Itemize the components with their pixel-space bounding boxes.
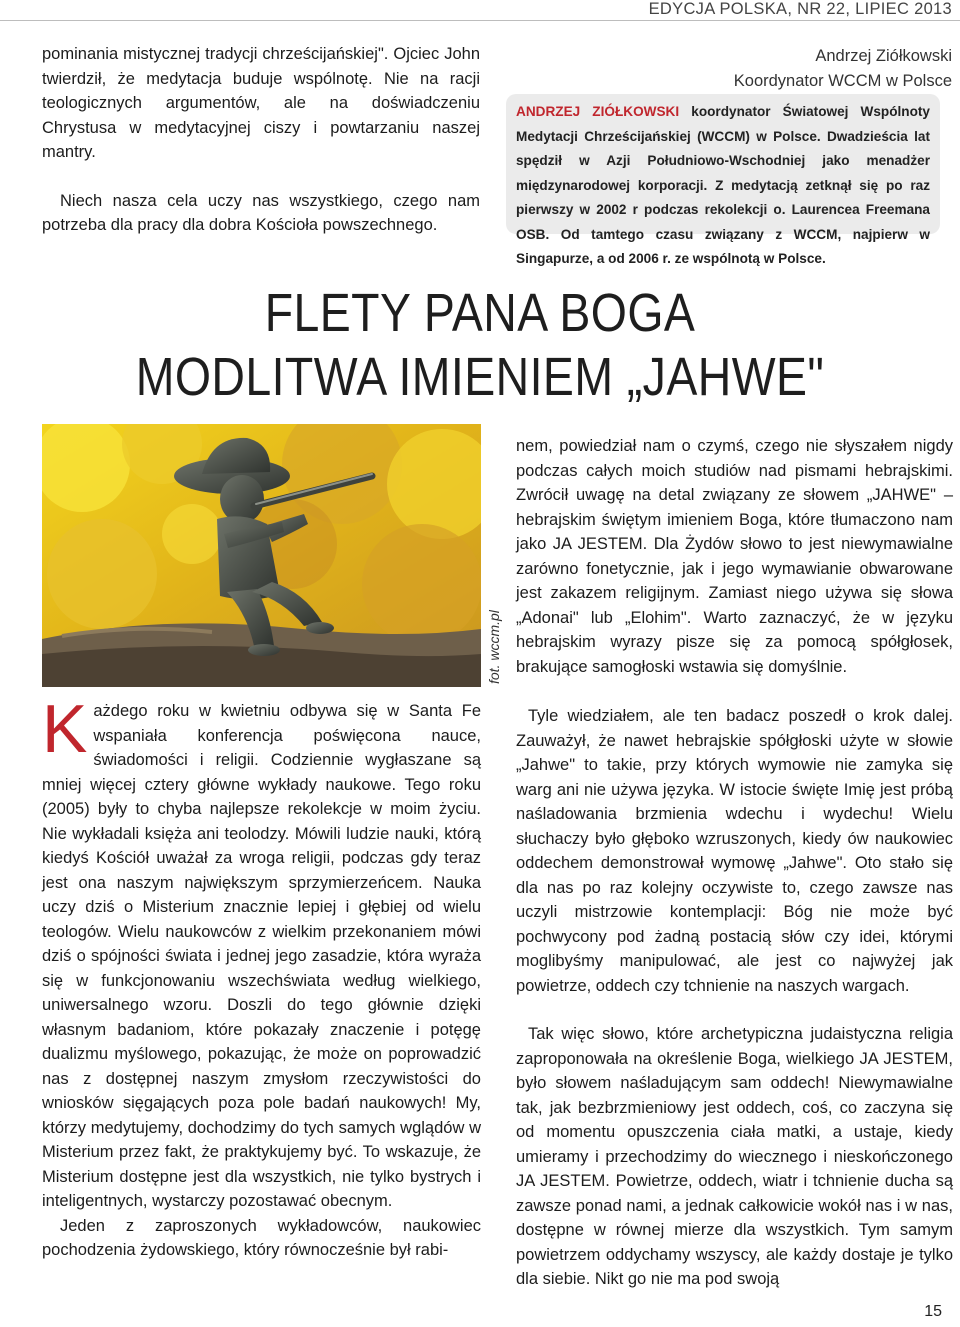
article-title: FLETY PANA BOGA [264,283,696,343]
edition-header: EDYCJA POLSKA, NR 22, LIPIEC 2013 [648,0,952,18]
bio-text: koordynator Światowej Wspólnoty Medytacji Chrześcijańskiej (WCCM) w Polsce. Dwadzieścia lat spędził w Azji Południowo-Wschodniej jako menadżer międzynarodowej korporacji. Z medytacją zetknął się po raz pierwszy w 2002 r podczas rekolekcji o. Laurencea Freemana OSB. Od tamtego czasu związany z WCCM, najpierw w Singapurze, a od 2006 r. ze wspólnotą w Polsce. [516,104,930,266]
top-left-paragraph-1: pominania mistycznej tradycji chrześcijańskiej". Ojciec John twierdził, że medytacja buduje wspólnotę. Nie na racji teologicznych argumentów, ale na doświadczeniu Chrystusa w medytacyjnej ciszy i powtarzaniu naszej mantry. [42,45,480,161]
bio-author-name: ANDRZEJ ZIÓŁKOWSKI [516,104,680,119]
photo-credit: fot. wccm.pl [486,610,502,684]
author-name: Andrzej Ziółkowski [815,47,952,65]
left-column-text [42,691,481,1263]
statue-photo [42,424,481,687]
left-paragraph-2: Jeden z zaproszonych wykładowców, naukowiec pochodzenia żydowskiego, który równocześnie był rabi- [42,1216,481,1259]
right-paragraph-3: Tak więc słowo, które archetypiczna judaistyczna religia zaproponowała na określenie Boga, wielkiego JA JESTEM, było słowem naśladującym sam oddech! Niewymawialne tak, jak bezbrzmieniowy jest oddech, coś, co zaczyna się od momentu opuszczenia ciała matki, a ustaje, kiedy umieramy i przechodzimy do wiecznego i nieskończonego JA JESTEM. Powietrze, oddech, wiatr i tchnienie ducha są zawsze ponad nami, a jednak całkowicie wokół nas i w nas, dostępne w równej mierze dla wszystkich. Tym samym powietrzem oddychamy wszyscy, ale każdy dostaje je tylko dla siebie. Nikt go nie ma pod swoją [516,1025,953,1288]
flute-player-statue-illustration [42,424,481,687]
drop-cap: K [42,691,88,767]
left-paragraph-1: ażdego roku w kwietniu odbywa się w Santa Fe wspaniała konferencja poświęcona nauce, świadomości i religii. Codziennie wygłaszane są mniej więcej cztery główne wykłady naukowe. Tego roku (2005) były to chyba najlepsze rekolekcje w moim życiu. Nie wykładali księża ani teolodzy. Mówili ludzie nauki, którą kiedyś Kościół uważał za wroga religii, podczas gdy teraz jest ona naszym największym sprzymierzeńcem. Nauka uczy dziś o Misterium znacznie lepiej i głębiej od wielu teologów. Wielu naukowców z wielkim przekonaniem mówi dziś o spójności świata i jednej jego zasadzie, która wyraża się w funkcjonowaniu wszechświata według wielkiego, uniwersalnego wzoru. Doszli do tego głównie dzięki własnym badaniom, które pokazały znaczenie i potęgę dualizmu myślowego, pokazując, że może on poprowadzić nas z dostępnej naszym zmysłom rzeczywistości do wniosków sięgających poza pole badań naukowych! My, którzy medytujemy, dochodzimy do tych samych wglądów w Misterium przez fakt, że praktykujemy być. To wskazuje, że Misterium dostępne jest dla wszystkich, nie tylko bystrych i inteligentnych, wystarczy pozostawać obecnym. [42,702,481,1210]
header-divider [0,20,960,21]
page-number: 15 [924,1303,942,1320]
author-signature [734,44,952,93]
right-paragraph-1: nem, powiedział nam o czymś, czego nie słyszałem nigdy podczas całych moich studiów nad pismami hebrajskimi. Zwrócił uwagę na detal związany ze słowem „JAHWE" – hebrajskim świętym imieniem Boga, które tłumaczono nam jako JA JESTEM. Dla Żydów słowo to jest niewymawialne zarówno fonetycznie, jak i jego wymawianie obwarowane jest zakazem religijnym. Zamiast niego używa się słowa „Adonai" lub „Elohim". Warto zaznaczyć, że w języku hebrajskim wyrazy pisze się za pomocą spółgłosek, brakujące samogłoski wstawia się domyślnie. [516,437,953,676]
author-bio-box [506,94,940,266]
author-role: Koordynator WCCM w Polsce [733,71,952,90]
right-column-text [516,434,953,1292]
article-subtitle: MODLITWA IMIENIEM „JAHWE" [135,347,825,407]
right-paragraph-2: Tyle wiedziałem, ale ten badacz poszedł o krok dalej. Zauważył, że nawet hebrajskie spółgłoski użyte w słowie „Jahwe" to takie, przy których wymowie nie zamyka się warg ani nie używa języka. W istocie święte Imię jest próbą naśladowania brzmienia wdechu i wydechu! Wielu słuchaczy było głęboko wzruszonych, kiedy ów naukowiec oddechem demonstrował wymowę „Jahwe". Oto stało się dla nas po raz kolejny oczywiste to, czego zawsze nas uczyli mistrzowie kontemplacji: Bóg nie może być pochwycony pod żadną postacią słów czy idei, którymi moglibyśmy manipulować, ale jest co najwyżej jak powietrze, oddech czy tchnienie na naszych wargach. [516,707,953,995]
top-left-paragraph-2: Niech nasza cela uczy nas wszystkiego, czego nam potrzeba dla pracy dla dobra Kościoła powszechnego. [42,191,480,234]
top-left-text [42,42,480,238]
